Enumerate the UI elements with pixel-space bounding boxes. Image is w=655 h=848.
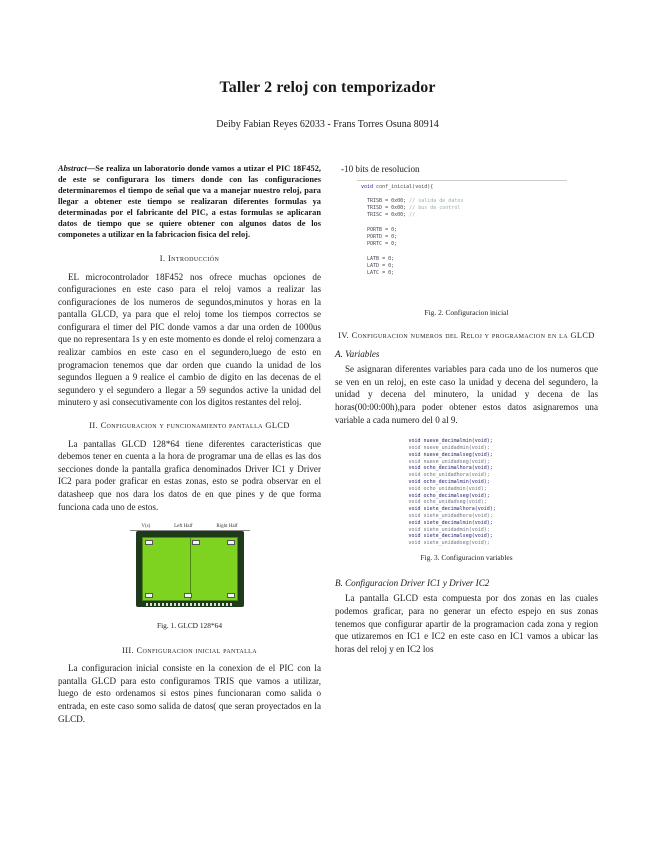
- right-column: [335, 163, 598, 655]
- glcd-board: [136, 531, 244, 607]
- paper-authors: Deiby Fabian Reyes 62033 - Frans Torres Osuna 80914: [216, 119, 439, 130]
- subsection-text-driver: La pantalla GLCD esta compuesta por dos zonas en las cuales podemos graficar, para no generar un efecto espejo en sus zonas tenemos que configurar apartir de la programacion cada zona y region que utizaremos en IC1 e IC2 en este caso en IC1 vamos a ubicar las horas del reloj y en IC2 los: [335, 593, 598, 654]
- figure-2-caption: Fig. 2. Configuracion inicial: [424, 307, 509, 317]
- abstract-text: —Se realiza un laboratorio donde vamos a utizar el PIC 18F452, de este se configurara los timers donde con las configuraciones determinaremos el tiempo de señal que va a manejar nuestro reloj, para llegar a obtener este tiempo se realizaran diferentes formulas ya determinadas por el fabricante del PIC, a estas formulas se aplicaran datos de tiempo que se quiere obtener con algunos datos de los componetes a utilizar en la fabricacion fisica del reloj.: [58, 164, 321, 239]
- glcd-split-line: [190, 538, 191, 600]
- glcd-corner-marker: [192, 540, 200, 545]
- figure-3-caption: Fig. 3. Configuracion variables: [420, 553, 513, 563]
- left-column: [58, 163, 321, 725]
- glcd-label-left: Left Half: [174, 524, 193, 530]
- glcd-screen: [142, 537, 238, 601]
- glcd-corner-marker: [145, 540, 153, 545]
- glcd-label-vs: V(s): [141, 524, 151, 530]
- glcd-corner-marker: [145, 593, 153, 598]
- glcd-figure: [130, 523, 250, 615]
- section-heading-configuracion-numeros: IV. Configuracion numeros del Reloj y programacion en la GLCD: [338, 331, 595, 341]
- section-heading-glcd: II. Configuracion y funcionamiento pantalla GLCD: [89, 421, 290, 431]
- abstract: [58, 163, 321, 240]
- paper-title: Taller 2 reloj con temporizador: [219, 79, 436, 96]
- glcd-label-right: Right Half: [216, 524, 238, 530]
- section-heading-configuracion-inicial: III. Configuracion inicial pantalla: [122, 645, 257, 655]
- subsection-heading-variables: A. Variables: [335, 348, 380, 359]
- glcd-corner-marker: [184, 593, 192, 598]
- bits-resolution-line: -10 bits de resolucion: [341, 164, 420, 174]
- figure-2-code-image: void conf_inicial(void){ TRISB = 0x00; // salida de datos TRISD = 0x00; // bus de control TRISC = 0x00; // PORTB = 0; PORTD = 0; PORTC = 0; LATB = 0; LATD = 0; LATC = 0;: [357, 180, 567, 302]
- section-heading-introduccion: I. Introducción: [159, 254, 220, 263]
- glcd-pins: [146, 603, 234, 606]
- section-text-introduccion: EL microcontrolador 18F452 nos ofrece muchas opciones de configuraciones en este caso para el reloj vamos a realizar las configuraciones de los numeros de segundos,minutos y horas en la pantalla GLCD, ya para que el reloj tome los tiempos correctos se configurara el timer del PIC donde vamos a dar una orden de 1000us que no representara 1s y en este momento es donde el reloj comenzara a realizar cambios en este caso en el segundero,luego de esto en programacion tenemos que dar orden que cuando la unidad de los segundos lleguen a 9 realice el cambio de digito en las decenas de el segundero y el segundero a llegar a 59 segundos active la unidad del minutero y asi consecutivamente con los digitos restantes del reloj.: [58, 271, 321, 408]
- glcd-corner-marker: [227, 540, 235, 545]
- subsection-text-variables: Se asignaran diferentes variables para cada uno de los numeros que se ven en un reloj, en este caso la unidad y decena del segundero, la unidad y decena del minutero, la unidad y decena de las horas(00:00:00h),para poder obtener estos datos asignaremos una variable a cada numero del 0 al 9.: [335, 364, 598, 425]
- glcd-top-labels: [130, 523, 250, 531]
- subsection-heading-driver: B. Configuracion Driver IC1 y Driver IC2: [335, 577, 490, 588]
- figure-3-code-image: void nueve_decimalmin(void); void nueve_unidadmin(void); void nueve_decimalseg(void); void nueve_unidadseg(void); void ocho_decimalhora(void); void ocho_unidadhora(void); void ocho_decimalmin(void); void ocho_unidadmin(void); void ocho_decimalseg(void); void ocho_unidadseg(void); void siete_decimalhora(void); void siete_unidadhora(void); void siete_decimalmin(void); void siete_unidadmin(void); void siete_decimalseg(void); void siete_unidadseg(void);: [408, 438, 496, 547]
- glcd-corner-marker: [227, 593, 235, 598]
- figure-1-caption: Fig. 1. GLCD 128*64: [156, 621, 223, 631]
- abstract-label: Abstract: [58, 164, 87, 173]
- section-text-configuracion-inicial: La configuracion inicial consiste en la conexion de el PIC con la pantalla GLCD para esto configuramos TRIS que vamos a utilizar, luego de esto ordenamos si estos pines funcionaran como salida o entrada, en este caso somo salida de datos( que seran proyectados en la GLCD.: [58, 663, 321, 724]
- section-text-glcd: La pantallas GLCD 128*64 tiene diferentes caracteristicas que debemos tener en cuenta a la hora de programar una de ellas es las dos secciones donde la pantalla grafica denominados Driver IC1 y Driver IC2 para poder graficar en estas zonas, esto se podra observar en el datasheep que nos dara los datos de en que pines y de que forma funciona cada uno de estos.: [58, 438, 321, 512]
